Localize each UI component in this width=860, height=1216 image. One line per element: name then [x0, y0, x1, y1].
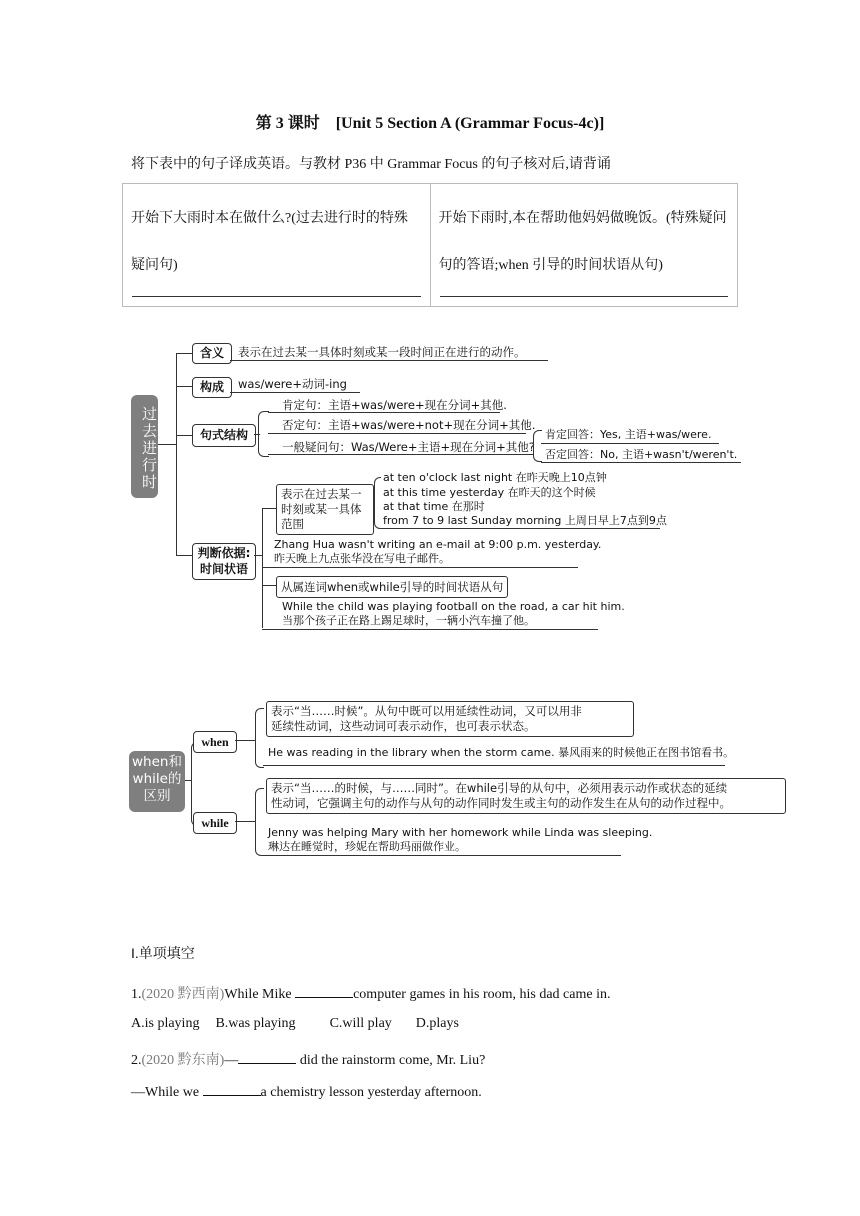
connector	[176, 353, 192, 354]
question-2-blank-1[interactable]	[238, 1051, 296, 1064]
connector	[374, 477, 381, 529]
question-2-line2-after: a chemistry lesson yesterday afternoon.	[260, 1085, 482, 1100]
connector	[235, 740, 255, 741]
question-1	[131, 983, 610, 1003]
instruction-text: 将下表中的句子译成英语。与教材 P36 中 Grammar Focus 的句子核对后,请背诵	[131, 157, 611, 172]
when-label: when	[193, 731, 237, 753]
translation-cell-2	[430, 184, 738, 307]
underline	[268, 433, 526, 434]
connector	[255, 788, 264, 856]
option-d[interactable]: D.plays	[415, 1016, 459, 1031]
form-text: was/were+动词-ing	[238, 377, 347, 391]
question-2	[131, 1049, 485, 1069]
connector	[176, 353, 177, 555]
basis-label-line-2: 时间状语	[199, 562, 248, 576]
root-when-while: when和while的区别	[129, 751, 185, 812]
when-description-line-1: 表示“当……时候”。从句中既可以用延续性动词，又可以用非	[271, 704, 582, 718]
question-text: 一般疑问句：Was/Were+主语+现在分词+其他?	[282, 440, 535, 454]
range-box: 表示在过去某一时刻或某一具体范围	[276, 484, 374, 535]
while-example-zh: 琳达在睡觉时，珍妮在帮助玛丽做作业。	[268, 840, 466, 853]
while-label: while	[193, 812, 237, 834]
connector	[235, 821, 255, 822]
underline	[268, 412, 500, 413]
underline	[230, 360, 548, 361]
question-2-number: 2.	[131, 1053, 142, 1068]
option-b[interactable]: B.was playing	[215, 1016, 296, 1031]
answer-line-2[interactable]	[440, 296, 729, 297]
while-description	[266, 778, 786, 814]
meaning-text: 表示在过去某一具体时刻或某一段时间正在进行的动作。	[238, 345, 526, 359]
connector	[533, 430, 542, 462]
time-1: at ten o'clock last night 在昨天晚上10点钟	[383, 471, 607, 484]
lesson-title: 第 3 课时 [Unit 5 Section A (Grammar Focus-4c)]	[255, 115, 605, 132]
time-3: at that time 在那时	[383, 500, 485, 513]
basis-label-line-1: 判断依据:	[197, 546, 251, 560]
negative-text: 否定句：主语+was/were+not+现在分词+其他.	[282, 418, 536, 432]
connector	[176, 435, 192, 436]
question-1-blank[interactable]	[295, 985, 353, 998]
connector	[262, 508, 263, 628]
time-4: from 7 to 9 last Sunday morning 上周日早上7点到9点	[383, 514, 667, 527]
underline	[262, 567, 578, 568]
answer-line-1[interactable]	[132, 296, 421, 297]
clause-box: 从属连词when或while引导的时间状语从句	[276, 576, 508, 598]
question-1-after: computer games in his room, his dad came in.	[353, 987, 611, 1002]
time-2: at this time yesterday 在昨天的这个时候	[383, 486, 596, 499]
underline	[268, 454, 533, 455]
translation-cell-1	[123, 184, 431, 307]
question-1-before: While Mike	[224, 987, 296, 1002]
while-description-line-1: 表示“当……的时候，与……同时”。在while引导的从句中，必须用表示动作或状态的延续	[271, 781, 728, 795]
connector	[254, 434, 260, 435]
option-c[interactable]: C.will play	[329, 1016, 392, 1031]
option-a[interactable]: A.is playing	[131, 1016, 200, 1031]
translation-prompt-2: 开始下雨时,本在帮助他妈妈做晚饭。(特殊疑问句的答语;when 引导的时间状语从句)	[438, 211, 727, 273]
pattern-label: 句式结构	[192, 424, 256, 447]
question-1-source: (2020 黔西南)	[141, 987, 225, 1002]
underline	[541, 462, 741, 463]
question-2-line-2	[131, 1083, 482, 1101]
connector	[176, 555, 192, 556]
form-label: 构成	[192, 377, 232, 398]
section-title: I.单项填空	[131, 945, 195, 961]
when-description-line-2: 延续性动词，这些动词可表示动作，也可表示状态。	[271, 719, 536, 733]
translation-prompt-1: 开始下大雨时本在做什么?(过去进行时的特殊疑问句)	[131, 211, 408, 273]
underline	[263, 855, 621, 856]
question-2-dash: —	[224, 1053, 239, 1068]
question-2-line2-before: —While we	[131, 1085, 203, 1100]
basis-label	[192, 543, 256, 580]
underline	[541, 443, 719, 444]
translation-table	[122, 183, 738, 307]
example-2-en: While the child was playing football on the road, a car hit him.	[282, 600, 625, 613]
affirm-text: 肯定句：主语+was/were+现在分词+其他.	[282, 398, 507, 412]
underline	[230, 392, 360, 393]
connector	[255, 708, 264, 768]
when-example: He was reading in the library when the storm came. 暴风雨来的时候他正在图书馆看书。	[268, 746, 735, 759]
underline	[262, 629, 598, 630]
example-1-zh: 昨天晚上九点张华没在写电子邮件。	[274, 552, 450, 565]
connector	[262, 508, 276, 509]
when-description	[266, 701, 634, 737]
connector	[158, 444, 176, 445]
question-2-blank-2[interactable]	[203, 1083, 261, 1096]
root-past-progressive: 过去进行时	[131, 395, 158, 498]
meaning-label: 含义	[192, 343, 232, 364]
question-1-options	[131, 1016, 459, 1032]
connector	[262, 585, 276, 586]
example-1-en: Zhang Hua wasn't writing an e-mail at 9:00 p.m. yesterday.	[274, 538, 602, 551]
question-1-number: 1.	[131, 987, 142, 1002]
yes-answer: 肯定回答：Yes, 主语+was/were.	[545, 428, 712, 441]
connector	[176, 386, 192, 387]
question-2-line1-after: did the rainstorm come, Mr. Liu?	[296, 1053, 486, 1068]
underline	[263, 765, 725, 766]
example-2-zh: 当那个孩子正在路上踢足球时，一辆小汽车撞了他。	[282, 614, 535, 627]
while-example-en: Jenny was helping Mary with her homework while Linda was sleeping.	[268, 826, 653, 839]
connector	[254, 555, 262, 556]
underline	[380, 528, 660, 529]
while-description-line-2: 性动词，它强调主句的动作与从句的动作同时发生或主句的动作发生在从句的动作过程中。	[271, 796, 731, 810]
question-2-source: (2020 黔东南)	[141, 1053, 225, 1068]
no-answer: 否定回答：No, 主语+wasn't/weren't.	[545, 448, 738, 461]
